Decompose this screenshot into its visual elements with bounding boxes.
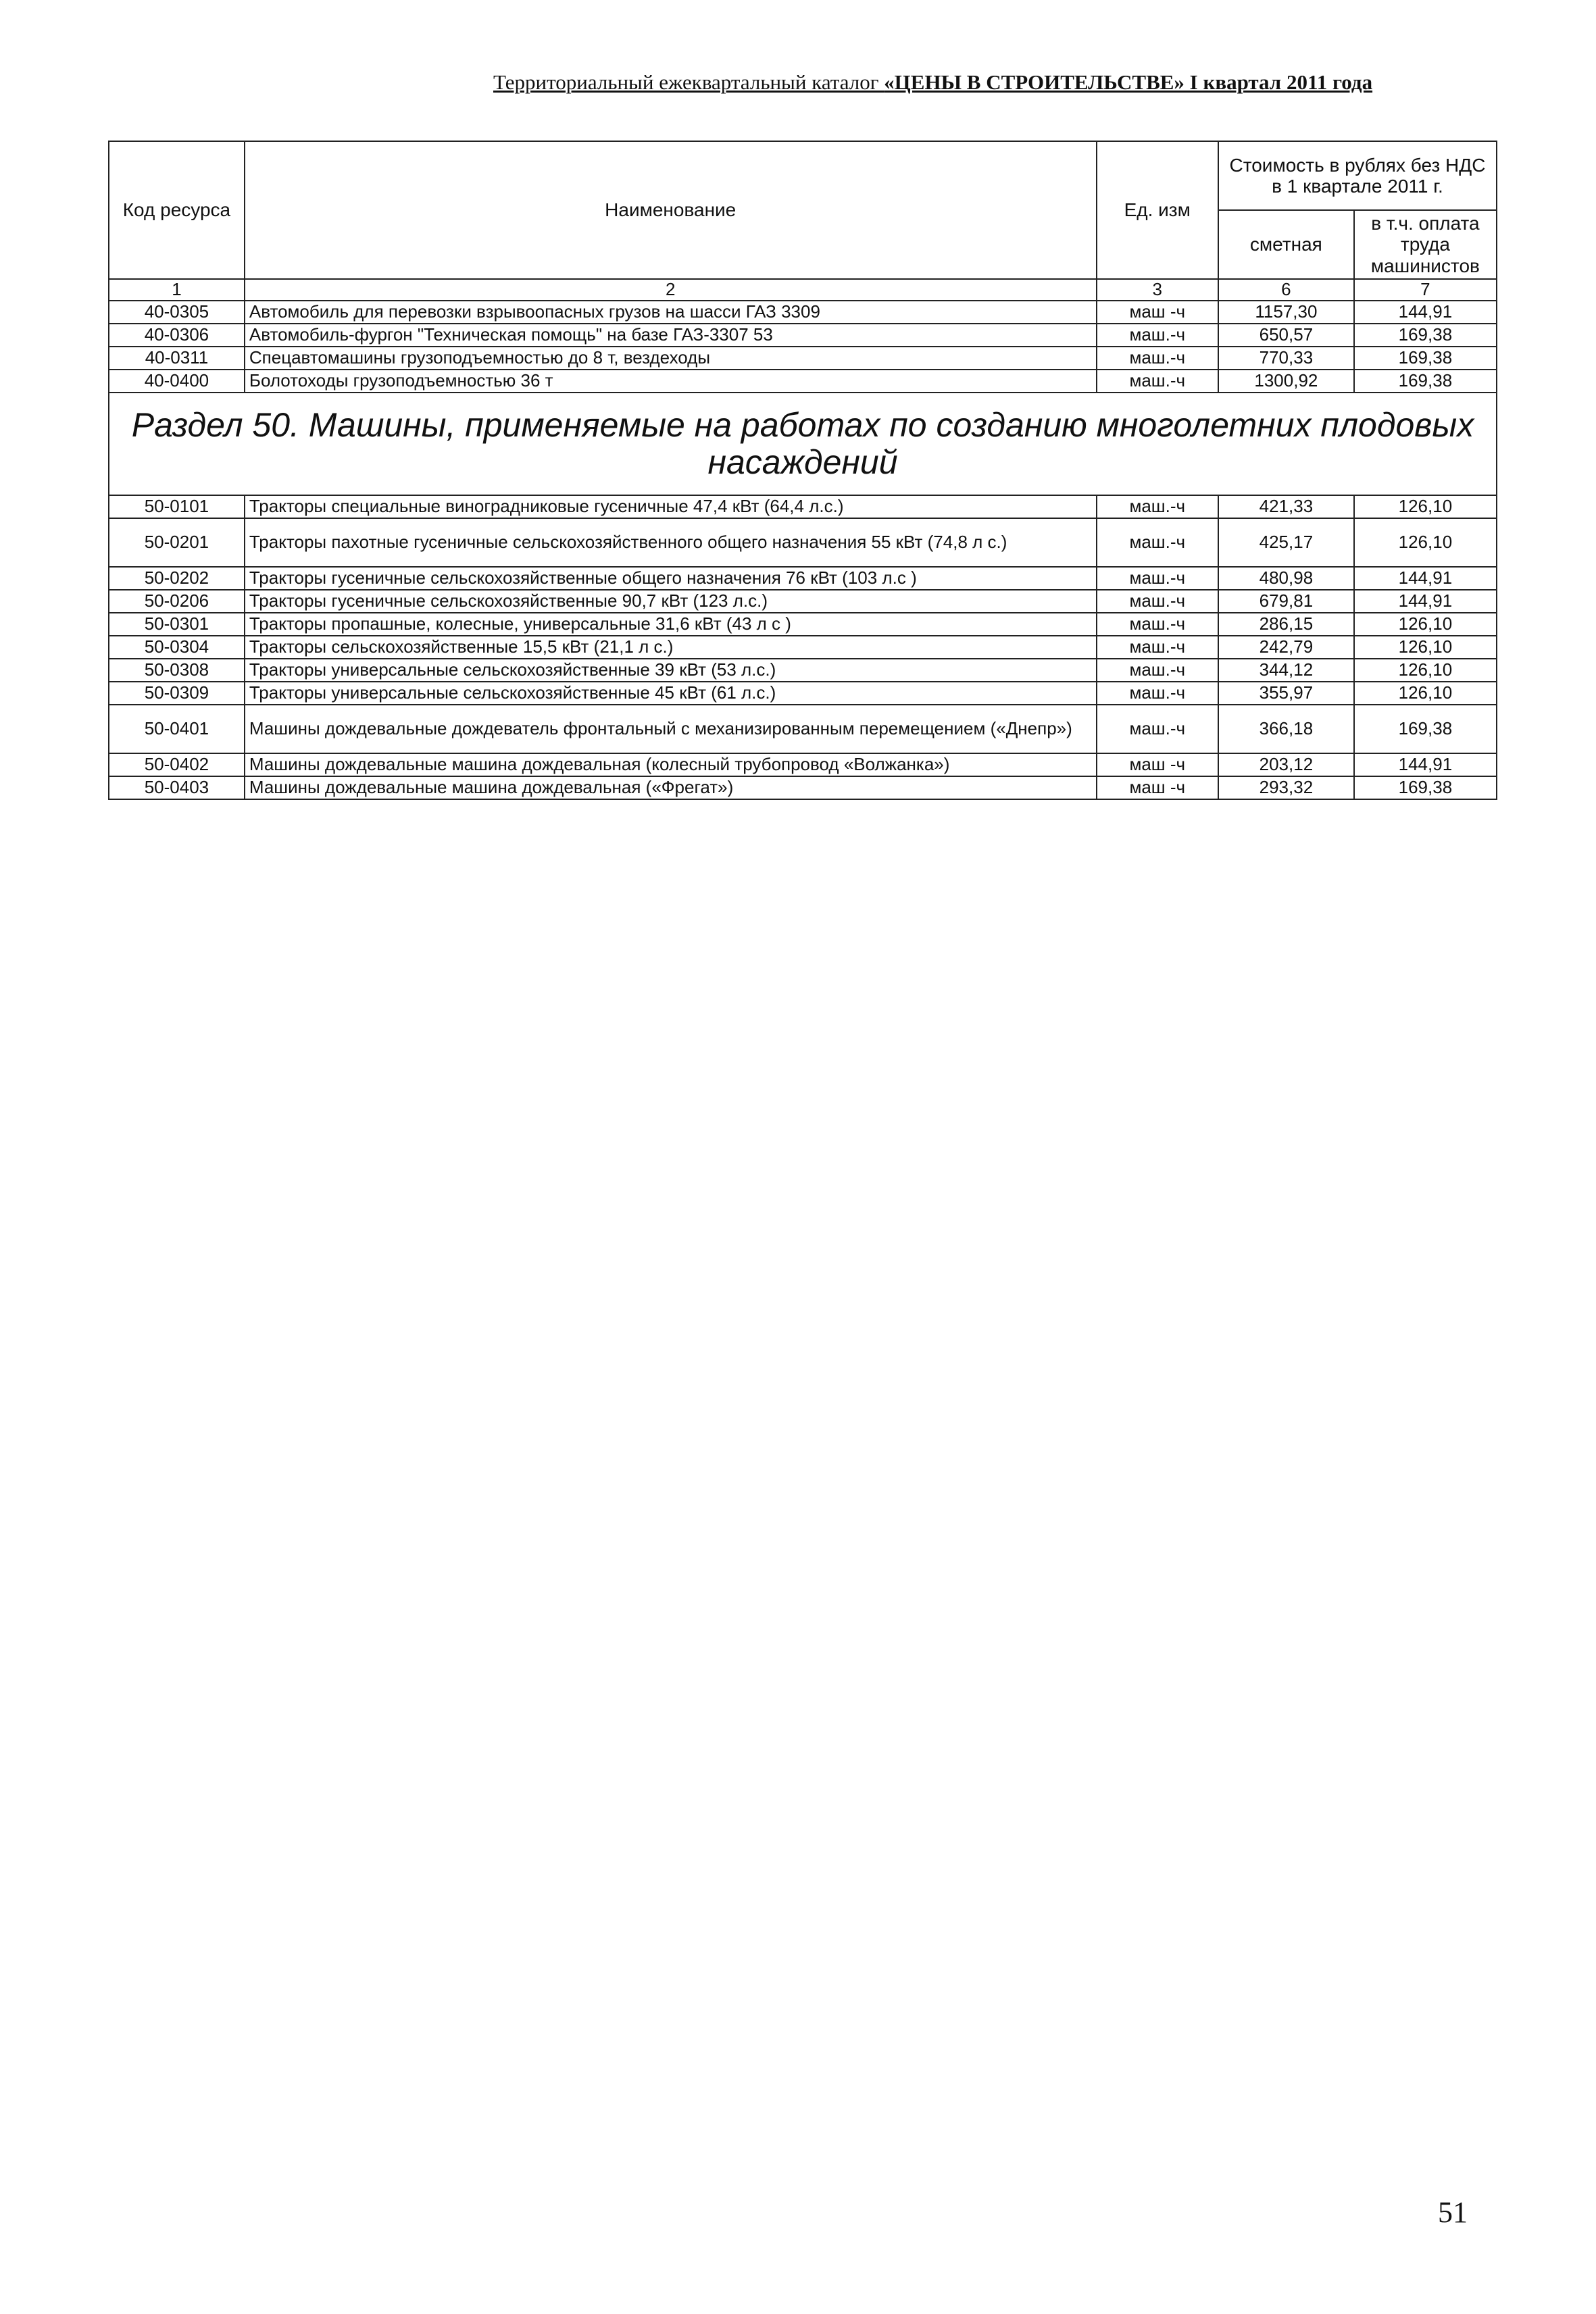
price-table xyxy=(108,141,1497,800)
header-cost-group: Стоимость в рублях без НДС в 1 квартале 2011 г. xyxy=(1218,141,1497,210)
resource-code: 50-0101 xyxy=(109,495,245,518)
unit-of-measure: маш -ч xyxy=(1097,753,1218,776)
resource-name: Болотоходы грузоподъемностью 36 т xyxy=(245,370,1097,393)
table-row xyxy=(109,682,1497,705)
unit-of-measure: маш.-ч xyxy=(1097,705,1218,753)
estimated-cost: 650,57 xyxy=(1218,324,1354,347)
table-row xyxy=(109,636,1497,659)
header-unit: Ед. изм xyxy=(1097,141,1218,279)
table-row xyxy=(109,590,1497,613)
estimated-cost: 344,12 xyxy=(1218,659,1354,682)
operator-labor-cost: 169,38 xyxy=(1354,705,1497,753)
catalog-header xyxy=(493,70,1461,95)
operator-labor-cost: 169,38 xyxy=(1354,347,1497,370)
section-title: Раздел 50. Машины, применяемые на работах по созданию многолетних плодовых насаждений xyxy=(109,393,1497,495)
header-labor: в т.ч. оплата труда машинистов xyxy=(1354,210,1497,279)
header-name: Наименование xyxy=(245,141,1097,279)
resource-code: 50-0308 xyxy=(109,659,245,682)
unit-of-measure: маш.-ч xyxy=(1097,495,1218,518)
resource-code: 50-0304 xyxy=(109,636,245,659)
table-row xyxy=(109,370,1497,393)
resource-name: Тракторы сельскохозяйственные 15,5 кВт (21,1 л с.) xyxy=(245,636,1097,659)
resource-name: Тракторы гусеничные сельскохозяйственные общего назначения 76 кВт (103 л.с ) xyxy=(245,567,1097,590)
resource-name: Машины дождевальные дождеватель фронтальный с механизированным перемещением («Днепр») xyxy=(245,705,1097,753)
column-numbers-row xyxy=(109,279,1497,301)
unit-of-measure: маш.-ч xyxy=(1097,370,1218,393)
estimated-cost: 355,97 xyxy=(1218,682,1354,705)
operator-labor-cost: 144,91 xyxy=(1354,301,1497,324)
unit-of-measure: маш.-ч xyxy=(1097,590,1218,613)
column-number: 7 xyxy=(1354,279,1497,301)
table-row xyxy=(109,324,1497,347)
table-row xyxy=(109,613,1497,636)
unit-of-measure: маш.-ч xyxy=(1097,613,1218,636)
page-number: 51 xyxy=(1438,2196,1468,2229)
estimated-cost: 242,79 xyxy=(1218,636,1354,659)
unit-of-measure: маш.-ч xyxy=(1097,659,1218,682)
operator-labor-cost: 126,10 xyxy=(1354,518,1497,567)
table-body xyxy=(109,279,1497,799)
resource-name: Машины дождевальные машина дождевальная («Фрегат») xyxy=(245,776,1097,799)
operator-labor-cost: 169,38 xyxy=(1354,324,1497,347)
resource-code: 40-0400 xyxy=(109,370,245,393)
resource-name: Тракторы пропашные, колесные, универсальные 31,6 кВт (43 л с ) xyxy=(245,613,1097,636)
operator-labor-cost: 169,38 xyxy=(1354,370,1497,393)
estimated-cost: 425,17 xyxy=(1218,518,1354,567)
unit-of-measure: маш.-ч xyxy=(1097,567,1218,590)
estimated-cost: 203,12 xyxy=(1218,753,1354,776)
table-row xyxy=(109,518,1497,567)
section-row xyxy=(109,393,1497,495)
resource-name: Машины дождевальные машина дождевальная (колесный трубопровод «Волжанка») xyxy=(245,753,1097,776)
table-row xyxy=(109,753,1497,776)
table-row xyxy=(109,776,1497,799)
resource-code: 50-0403 xyxy=(109,776,245,799)
resource-code: 40-0311 xyxy=(109,347,245,370)
unit-of-measure: маш.-ч xyxy=(1097,682,1218,705)
unit-of-measure: маш -ч xyxy=(1097,301,1218,324)
estimated-cost: 1300,92 xyxy=(1218,370,1354,393)
resource-name: Тракторы гусеничные сельскохозяйственные 90,7 кВт (123 л.с.) xyxy=(245,590,1097,613)
resource-name: Тракторы специальные виноградниковые гусеничные 47,4 кВт (64,4 л.с.) xyxy=(245,495,1097,518)
operator-labor-cost: 126,10 xyxy=(1354,659,1497,682)
operator-labor-cost: 126,10 xyxy=(1354,636,1497,659)
resource-code: 50-0201 xyxy=(109,518,245,567)
resource-code: 50-0309 xyxy=(109,682,245,705)
resource-code: 50-0402 xyxy=(109,753,245,776)
resource-code: 40-0306 xyxy=(109,324,245,347)
table-row xyxy=(109,301,1497,324)
resource-name: Автомобиль-фургон "Техническая помощь" на базе ГАЗ-3307 53 xyxy=(245,324,1097,347)
resource-name: Тракторы пахотные гусеничные сельскохозяйственного общего назначения 55 кВт (74,8 л с.) xyxy=(245,518,1097,567)
estimated-cost: 421,33 xyxy=(1218,495,1354,518)
table-row xyxy=(109,347,1497,370)
unit-of-measure: маш.-ч xyxy=(1097,324,1218,347)
table-row xyxy=(109,659,1497,682)
estimated-cost: 770,33 xyxy=(1218,347,1354,370)
unit-of-measure: маш.-ч xyxy=(1097,347,1218,370)
operator-labor-cost: 126,10 xyxy=(1354,613,1497,636)
resource-code: 50-0206 xyxy=(109,590,245,613)
column-number: 6 xyxy=(1218,279,1354,301)
table-row xyxy=(109,567,1497,590)
operator-labor-cost: 126,10 xyxy=(1354,682,1497,705)
resource-name: Спецавтомашины грузоподъемностью до 8 т, вездеходы xyxy=(245,347,1097,370)
catalog-header-text: Территориальный ежеквартальный каталог xyxy=(493,70,884,94)
header-cost: сметная xyxy=(1218,210,1354,279)
estimated-cost: 286,15 xyxy=(1218,613,1354,636)
resource-code: 50-0202 xyxy=(109,567,245,590)
resource-code: 40-0305 xyxy=(109,301,245,324)
unit-of-measure: маш.-ч xyxy=(1097,636,1218,659)
estimated-cost: 679,81 xyxy=(1218,590,1354,613)
column-number: 1 xyxy=(109,279,245,301)
resource-code: 50-0401 xyxy=(109,705,245,753)
unit-of-measure: маш.-ч xyxy=(1097,518,1218,567)
catalog-header-title: «ЦЕНЫ В СТРОИТЕЛЬСТВЕ» I квартал 2011 года xyxy=(884,70,1373,94)
operator-labor-cost: 144,91 xyxy=(1354,590,1497,613)
operator-labor-cost: 169,38 xyxy=(1354,776,1497,799)
resource-name: Тракторы универсальные сельскохозяйственные 45 кВт (61 л.с.) xyxy=(245,682,1097,705)
estimated-cost: 293,32 xyxy=(1218,776,1354,799)
operator-labor-cost: 126,10 xyxy=(1354,495,1497,518)
resource-code: 50-0301 xyxy=(109,613,245,636)
column-number: 2 xyxy=(245,279,1097,301)
column-number: 3 xyxy=(1097,279,1218,301)
estimated-cost: 366,18 xyxy=(1218,705,1354,753)
header-code: Код ресурса xyxy=(109,141,245,279)
unit-of-measure: маш -ч xyxy=(1097,776,1218,799)
resource-name: Тракторы универсальные сельскохозяйственные 39 кВт (53 л.с.) xyxy=(245,659,1097,682)
resource-name: Автомобиль для перевозки взрывоопасных грузов на шасси ГАЗ 3309 xyxy=(245,301,1097,324)
operator-labor-cost: 144,91 xyxy=(1354,753,1497,776)
estimated-cost: 1157,30 xyxy=(1218,301,1354,324)
operator-labor-cost: 144,91 xyxy=(1354,567,1497,590)
table-row xyxy=(109,495,1497,518)
estimated-cost: 480,98 xyxy=(1218,567,1354,590)
table-row xyxy=(109,705,1497,753)
